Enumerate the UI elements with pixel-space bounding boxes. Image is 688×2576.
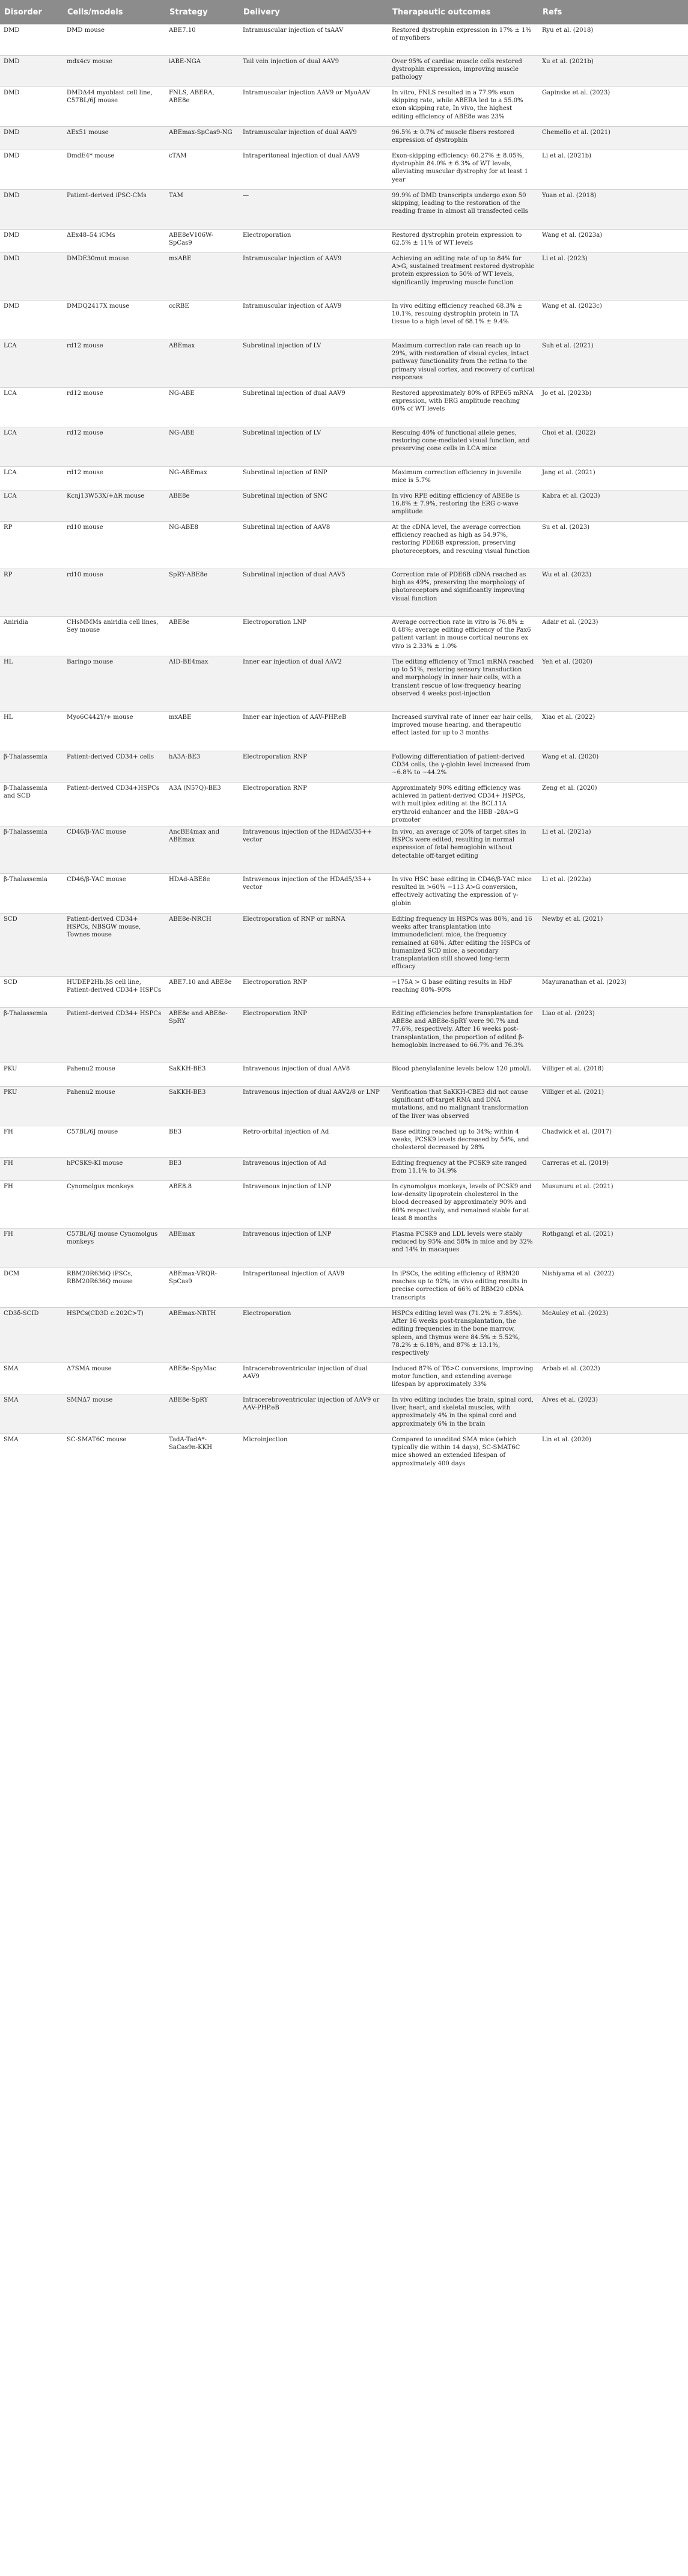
- cell-outcome: Induced 87% of T6>C conversions, improving motor function, and extending average lifespan by approximately 33%: [388, 1363, 538, 1394]
- cell-ref: Wang et al. (2023a): [538, 230, 688, 253]
- cell-disorder: LCA: [0, 427, 63, 467]
- cell-delivery: Intracerebroventricular injection of AAV9 or AAV-PHP.eB: [239, 1394, 388, 1434]
- table-row: [0, 751, 688, 783]
- cell-ref: Villiger et al. (2021): [538, 1087, 688, 1126]
- cell-delivery: Electroporation RNP: [239, 751, 388, 783]
- cell-strategy: ABE7.10 and ABE8e: [165, 977, 239, 1008]
- cell-model: hPCSK9-KI mouse: [63, 1158, 165, 1181]
- table-row: [0, 1087, 688, 1126]
- cell-ref: Li et al. (2021b): [538, 150, 688, 190]
- table-row: [0, 388, 688, 427]
- cell-disorder: RP: [0, 569, 63, 617]
- cell-ref: Musunuru et al. (2021): [538, 1181, 688, 1228]
- table-header: [0, 0, 688, 25]
- cell-delivery: Electroporation LNP: [239, 617, 388, 656]
- cell-strategy: TadA-TadA*-SaCas9n-KKH: [165, 1434, 239, 1482]
- cell-model: CD46/β-YAC mouse: [63, 826, 165, 874]
- cell-delivery: Intravenous injection of LNP: [239, 1181, 388, 1228]
- cell-delivery: Inner ear injection of dual AAV2: [239, 656, 388, 712]
- cell-strategy: TAM: [165, 190, 239, 230]
- cell-disorder: SMA: [0, 1434, 63, 1482]
- table-row: [0, 1126, 688, 1158]
- cell-delivery: Microinjection: [239, 1434, 388, 1482]
- table-row: [0, 427, 688, 467]
- table-row: [0, 1181, 688, 1228]
- cell-disorder: Aniridia: [0, 617, 63, 656]
- cell-outcome: Rescuing 40% of functional allele genes, restoring cone-mediated visual function, and preserving cone cells in LCA mice: [388, 427, 538, 467]
- table-row: [0, 914, 688, 977]
- cell-delivery: Intraperitoneal injection of AAV9: [239, 1268, 388, 1308]
- cell-strategy: AID-BE4max: [165, 656, 239, 712]
- cell-model: Patient-derived CD34+ cells: [63, 751, 165, 783]
- cell-model: rd12 mouse: [63, 427, 165, 467]
- cell-outcome: Approximately 90% editing efficiency was achieved in patient-derived CD34+ HSPCs, with multiplex editing at the BCL11A erythroid enhancer and the HBB -28A>G promoter: [388, 783, 538, 826]
- cell-outcome: In vivo editing includes the brain, spinal cord, liver, heart, and skeletal muscles, with approximately 4% in the spinal cord and approximately 6% in the brain: [388, 1394, 538, 1434]
- cell-outcome: Restored approximately 80% of RPE65 mRNA expression, with ERG amplitude reaching 60% of WT levels: [388, 388, 538, 427]
- cell-ref: Wang et al. (2023c): [538, 301, 688, 340]
- cell-model: ΔEx51 mouse: [63, 127, 165, 150]
- cell-outcome: Base editing reached up to 34%; within 4 weeks, PCSK9 levels decreased by 54%, and cholesterol decreased by 28%: [388, 1126, 538, 1158]
- table-row: [0, 190, 688, 230]
- table-row: [0, 826, 688, 874]
- cell-outcome: Restored dystrophin expression in 17% ± 1% of myofibers: [388, 25, 538, 56]
- cell-model: Pahenu2 mouse: [63, 1087, 165, 1126]
- cell-disorder: DMD: [0, 253, 63, 301]
- cell-ref: Gapinske et al. (2023): [538, 87, 688, 127]
- cell-strategy: SaKKH-BE3: [165, 1063, 239, 1087]
- cell-model: rd12 mouse: [63, 340, 165, 388]
- cell-strategy: ABE8e: [165, 617, 239, 656]
- cell-model: Myo6C442Y/+ mouse: [63, 712, 165, 751]
- cell-model: Pahenu2 mouse: [63, 1063, 165, 1087]
- cell-outcome: Restored dystrophin protein expression to 62.5% ± 11% of WT levels: [388, 230, 538, 253]
- cell-disorder: SCD: [0, 914, 63, 977]
- cell-outcome: Verification that SaKKH-CBE3 did not cause significant off-target RNA and DNA mutations, and no malignant transformation of the liver was observed: [388, 1087, 538, 1126]
- cell-model: DMD mouse: [63, 25, 165, 56]
- cell-delivery: Intravenous injection of dual AAV8: [239, 1063, 388, 1087]
- cell-disorder: DMD: [0, 301, 63, 340]
- cell-strategy: ccRBE: [165, 301, 239, 340]
- cell-ref: Liao et al. (2023): [538, 1008, 688, 1063]
- cell-outcome: Achieving an editing rate of up to 84% for A>G, sustained treatment restored dystrophic protein expression to 50% of WT levels, significantly improving muscle function: [388, 253, 538, 301]
- cell-delivery: Subretinal injection of AAV8: [239, 522, 388, 569]
- cell-outcome: Correction rate of PDE6B cDNA reached as high as 49%, preserving the morphology of photoreceptors and significantly improving visual function: [388, 569, 538, 617]
- cell-outcome: Plasma PCSK9 and LDL levels were stably reduced by 95% and 58% in mice and by 32% and 14% in macaques: [388, 1228, 538, 1268]
- table-row: [0, 1158, 688, 1181]
- cell-strategy: BE3: [165, 1158, 239, 1181]
- cell-outcome: The editing efficiency of Tmc1 mRNA reached up to 51%, restoring sensory transduction and morphology in inner hair cells, with a transient rescue of low-frequency hearing observed 4 weeks post-injection: [388, 656, 538, 712]
- cell-strategy: ABE8eV106W-SpCas9: [165, 230, 239, 253]
- table-row: [0, 617, 688, 656]
- cell-strategy: mxABE: [165, 253, 239, 301]
- cell-strategy: mxABE: [165, 712, 239, 751]
- cell-disorder: DMD: [0, 230, 63, 253]
- cell-delivery: Intravenous injection of dual AAV2/8 or LNP: [239, 1087, 388, 1126]
- table-row: [0, 1228, 688, 1268]
- cell-delivery: Intramuscular injection of AAV9: [239, 253, 388, 301]
- table-row: [0, 569, 688, 617]
- cell-outcome: Maximum correction rate can reach up to 29%, with restoration of visual cycles, intact pathway functionality from the retina to the primary visual cortex, and recovery of cortical responses: [388, 340, 538, 388]
- cell-ref: Zeng et al. (2020): [538, 783, 688, 826]
- cell-ref: Li et al. (2021a): [538, 826, 688, 874]
- cell-model: rd10 mouse: [63, 569, 165, 617]
- cell-disorder: DMD: [0, 56, 63, 87]
- cell-model: Patient-derived CD34+ HSPCs, NBSGW mouse, Townes mouse: [63, 914, 165, 977]
- cell-strategy: ABE8e and ABE8e-SpRY: [165, 1008, 239, 1063]
- cell-strategy: HDAd-ABE8e: [165, 874, 239, 914]
- cell-delivery: Subretinal injection of SNC: [239, 490, 388, 522]
- cell-disorder: DMD: [0, 25, 63, 56]
- cell-delivery: Intracerebroventricular injection of dual AAV9: [239, 1363, 388, 1394]
- cell-outcome: 99.9% of DMD transcripts undergo exon 50 skipping, leading to the restoration of the reading frame in almost all transfected cells: [388, 190, 538, 230]
- table-row: [0, 1308, 688, 1363]
- cell-ref: Carreras et al. (2019): [538, 1158, 688, 1181]
- cell-strategy: BE3: [165, 1126, 239, 1158]
- cell-outcome: Editing frequency at the PCSK9 site ranged from 11.1% to 34.9%: [388, 1158, 538, 1181]
- cell-disorder: β-Thalassemia and SCD: [0, 783, 63, 826]
- cell-model: rd12 mouse: [63, 467, 165, 490]
- cell-outcome: Editing efficiencies before transplantation for ABE8e and ABE8e-SpRY were 90.7% and 77.6%, respectively. After 16 weeks post-transplantation, the proportion of edited β-hemoglobin increased to 66.7% and 76.3%: [388, 1008, 538, 1063]
- cell-ref: Yeh et al. (2020): [538, 656, 688, 712]
- table-row: [0, 56, 688, 87]
- cell-delivery: Intraperitoneal injection of dual AAV9: [239, 150, 388, 190]
- cell-delivery: —: [239, 190, 388, 230]
- cell-model: Patient-derived CD34+ HSPCs: [63, 1008, 165, 1063]
- header-delivery: Delivery: [239, 0, 388, 25]
- cell-outcome: Exon-skipping efficiency: 60.27% ± 8.05%, dystrophin 84.0% ± 6.3% of WT levels, alleviating muscular dystrophy for at least 1 year: [388, 150, 538, 190]
- cell-delivery: Tail vein injection of dual AAV9: [239, 56, 388, 87]
- cell-strategy: NG-ABE: [165, 427, 239, 467]
- table-row: [0, 230, 688, 253]
- cell-disorder: RP: [0, 522, 63, 569]
- cell-ref: Xu et al. (2021b): [538, 56, 688, 87]
- cell-model: DMDQ2417X mouse: [63, 301, 165, 340]
- table-row: [0, 1394, 688, 1434]
- cell-delivery: Inner ear injection of AAV-PHP.eB: [239, 712, 388, 751]
- cell-outcome: In vivo RPE editing efficiency of ABE8e is 16.8% ± 7.9%, restoring the ERG c-wave amplitude: [388, 490, 538, 522]
- cell-disorder: LCA: [0, 340, 63, 388]
- cell-delivery: Intravenous injection of Ad: [239, 1158, 388, 1181]
- cell-disorder: HL: [0, 712, 63, 751]
- table-row: [0, 1008, 688, 1063]
- cell-strategy: ABEmax: [165, 1228, 239, 1268]
- cell-disorder: LCA: [0, 490, 63, 522]
- cell-outcome: Following differentiation of patient-derived CD34 cells, the γ-globin level increased from ~6.8% to ~44.2%: [388, 751, 538, 783]
- cell-outcome: In cynomolgus monkeys, levels of PCSK9 and low-density lipoprotein cholesterol in the blood decreased by approximately 90% and 60% respectively, and remained stable for at least 8 months: [388, 1181, 538, 1228]
- cell-strategy: ABE8e: [165, 490, 239, 522]
- cell-model: RBM20R636Q iPSCs, RBM20R636Q mouse: [63, 1268, 165, 1308]
- cell-strategy: ABE7.10: [165, 25, 239, 56]
- cell-ref: Su et al. (2023): [538, 522, 688, 569]
- cell-ref: Wu et al. (2023): [538, 569, 688, 617]
- cell-ref: Jo et al. (2023b): [538, 388, 688, 427]
- cell-model: DMDΔ44 myoblast cell line, C57BL/6J mouse: [63, 87, 165, 127]
- cell-ref: Li et al. (2022a): [538, 874, 688, 914]
- cell-strategy: hA3A-BE3: [165, 751, 239, 783]
- cell-strategy: iABE-NGA: [165, 56, 239, 87]
- cell-model: HUDEP2Hb.βS cell line, Patient-derived CD34+ HSPCs: [63, 977, 165, 1008]
- cell-model: Patient-derived CD34+HSPCs: [63, 783, 165, 826]
- cell-model: SC-SMAT6C mouse: [63, 1434, 165, 1482]
- cell-model: Patient-derived iPSC-CMs: [63, 190, 165, 230]
- cell-ref: Suh et al. (2021): [538, 340, 688, 388]
- table-row: [0, 127, 688, 150]
- cell-strategy: SaKKH-BE3: [165, 1087, 239, 1126]
- cell-model: rd12 mouse: [63, 388, 165, 427]
- cell-ref: Xiao et al. (2022): [538, 712, 688, 751]
- cell-delivery: Intramuscular injection of dual AAV9: [239, 127, 388, 150]
- cell-outcome: In vitro, FNLS resulted in a 77.9% exon skipping rate, while ABERA led to a 55.0% exon skipping rate, In vivo, the highest editing efficiency of ABE8e was 23%: [388, 87, 538, 127]
- table-row: [0, 712, 688, 751]
- cell-outcome: In vivo editing efficiency reached 68.3% ± 10.1%, rescuing dystrophin protein in TA tissue to a high level of 68.1% ± 9.4%: [388, 301, 538, 340]
- table-row: [0, 340, 688, 388]
- cell-outcome: Editing frequency in HSPCs was 80%, and 16 weeks after transplantation into immunodeficient mice, the frequency remained at 68%. After editing the HSPCs of humanized SCD mice, a secondary transplantation still showed long-term efficacy: [388, 914, 538, 977]
- table-row: [0, 467, 688, 490]
- cell-outcome: In vivo, an average of 20% of target sites in HSPCs were edited, resulting in normal expression of fetal hemoglobin without detectable off-target editing: [388, 826, 538, 874]
- cell-disorder: FH: [0, 1181, 63, 1228]
- cell-outcome: Maximum correction efficiency in juvenile mice is 5.7%: [388, 467, 538, 490]
- cell-model: SMNΔ7 mouse: [63, 1394, 165, 1434]
- cell-delivery: Intravenous injection of the HDAd5/35++ vector: [239, 826, 388, 874]
- cell-disorder: DMD: [0, 127, 63, 150]
- cell-ref: McAuley et al. (2023): [538, 1308, 688, 1363]
- cell-strategy: ABEmax-VRQR-SpCas9: [165, 1268, 239, 1308]
- cell-outcome: Over 95% of cardiac muscle cells restored dystrophin expression, improving muscle pathology: [388, 56, 538, 87]
- cell-strategy: NG-ABE8: [165, 522, 239, 569]
- cell-strategy: ABEmax-SpCas9-NG: [165, 127, 239, 150]
- cell-disorder: PKU: [0, 1063, 63, 1087]
- cell-disorder: FH: [0, 1158, 63, 1181]
- cell-strategy: cTAM: [165, 150, 239, 190]
- cell-disorder: DCM: [0, 1268, 63, 1308]
- table-row: [0, 253, 688, 301]
- header-disorder: Disorder: [0, 0, 63, 25]
- cell-delivery: Intramuscular injection of AAV9: [239, 301, 388, 340]
- cell-outcome: Compared to unedited SMA mice (which typically die within 14 days), SC-SMAT6C mice showed an extended lifespan of approximately 400 days: [388, 1434, 538, 1482]
- cell-ref: Li et al. (2023): [538, 253, 688, 301]
- cell-delivery: Intramuscular injection of tsAAV: [239, 25, 388, 56]
- table-row: [0, 656, 688, 712]
- cell-ref: Lin et al. (2020): [538, 1434, 688, 1482]
- cell-model: mdx4cv mouse: [63, 56, 165, 87]
- cell-delivery: Subretinal injection of RNP: [239, 467, 388, 490]
- cell-disorder: DMD: [0, 150, 63, 190]
- cell-outcome: HSPCs editing level was (71.2% ± 7.85%). After 16 weeks post-transplantation, the editing frequencies in the bone marrow, spleen, and thymus were 84.5% ± 5.52%, 78.2% ± 6.18%, and 87% ± 13.1%, respectively: [388, 1308, 538, 1363]
- cell-ref: Jang et al. (2021): [538, 467, 688, 490]
- cell-delivery: Electroporation: [239, 230, 388, 253]
- cell-outcome: In vivo HSC base editing in CD46/β-YAC mice resulted in >60% −113 A>G conversion, effectively activating the expression of γ-globin: [388, 874, 538, 914]
- cell-model: C57BL/6J mouse: [63, 1126, 165, 1158]
- cell-outcome: Average correction rate in vitro is 76.8% ± 0.48%; average editing efficiency of the Pax6 patient variant in mouse cortical neurons ex vivo is 2.33% ± 1.0%: [388, 617, 538, 656]
- cell-strategy: A3A (N57Q)-BE3: [165, 783, 239, 826]
- table-row: [0, 25, 688, 56]
- cell-delivery: Intramuscular injection AAV9 or MyoAAV: [239, 87, 388, 127]
- cell-disorder: DMD: [0, 87, 63, 127]
- table-row: [0, 301, 688, 340]
- cell-strategy: ABEmax: [165, 340, 239, 388]
- cell-model: DmdE4* mouse: [63, 150, 165, 190]
- cell-strategy: NG-ABEmax: [165, 467, 239, 490]
- cell-delivery: Subretinal injection of LV: [239, 340, 388, 388]
- header-outcomes: Therapeutic outcomes: [388, 0, 538, 25]
- cell-disorder: SMA: [0, 1394, 63, 1434]
- cell-disorder: DMD: [0, 190, 63, 230]
- table-row: [0, 1434, 688, 1482]
- cell-strategy: ABE8.8: [165, 1181, 239, 1228]
- cell-delivery: Retro-orbital injection of Ad: [239, 1126, 388, 1158]
- table-row: [0, 522, 688, 569]
- cell-ref: Villiger et al. (2018): [538, 1063, 688, 1087]
- cell-ref: Adair et al. (2023): [538, 617, 688, 656]
- cell-disorder: β-Thalassemia: [0, 1008, 63, 1063]
- cell-ref: Kabra et al. (2023): [538, 490, 688, 522]
- table-row: [0, 150, 688, 190]
- cell-ref: Ryu et al. (2018): [538, 25, 688, 56]
- cell-ref: Yuan et al. (2018): [538, 190, 688, 230]
- table-body: [0, 25, 688, 1482]
- cell-model: DMDE30mut mouse: [63, 253, 165, 301]
- cell-delivery: Electroporation RNP: [239, 783, 388, 826]
- header-row: [0, 0, 688, 25]
- table-row: [0, 87, 688, 127]
- cell-ref: Wang et al. (2020): [538, 751, 688, 783]
- cell-ref: Chemello et al. (2021): [538, 127, 688, 150]
- cell-delivery: Electroporation RNP: [239, 977, 388, 1008]
- cell-ref: Chadwick et al. (2017): [538, 1126, 688, 1158]
- cell-disorder: FH: [0, 1126, 63, 1158]
- table-row: [0, 783, 688, 826]
- cell-delivery: Electroporation of RNP or mRNA: [239, 914, 388, 977]
- cell-strategy: NG-ABE: [165, 388, 239, 427]
- cell-disorder: β-Thalassemia: [0, 751, 63, 783]
- cell-model: HSPCs(CD3D c.202C>T): [63, 1308, 165, 1363]
- cell-model: CHsMMMs aniridia cell lines, Sey mouse: [63, 617, 165, 656]
- cell-model: CD46/β-YAC mouse: [63, 874, 165, 914]
- cell-disorder: SCD: [0, 977, 63, 1008]
- cell-ref: Mayuranathan et al. (2023): [538, 977, 688, 1008]
- cell-disorder: SMA: [0, 1363, 63, 1394]
- cell-ref: Newby et al. (2021): [538, 914, 688, 977]
- cell-model: C57BL/6J mouse Cynomolgus monkeys: [63, 1228, 165, 1268]
- cell-ref: Alves et al. (2023): [538, 1394, 688, 1434]
- table-row: [0, 1268, 688, 1308]
- table-row: [0, 977, 688, 1008]
- cell-outcome: In iPSCs, the editing efficiency of RBM20 reaches up to 92%; in vivo editing results in precise correction of 66% of RBM20 cDNA transcripts: [388, 1268, 538, 1308]
- cell-disorder: HL: [0, 656, 63, 712]
- cell-disorder: PKU: [0, 1087, 63, 1126]
- table-row: [0, 1363, 688, 1394]
- cell-ref: Arbab et al. (2023): [538, 1363, 688, 1394]
- cell-strategy: AncBE4max and ABEmax: [165, 826, 239, 874]
- cell-disorder: LCA: [0, 467, 63, 490]
- cell-delivery: Subretinal injection of dual AAV5: [239, 569, 388, 617]
- cell-strategy: FNLS, ABERA, ABE8e: [165, 87, 239, 127]
- cell-strategy: ABE8e-NRCH: [165, 914, 239, 977]
- cell-delivery: Intravenous injection of LNP: [239, 1228, 388, 1268]
- cell-model: Baringo mouse: [63, 656, 165, 712]
- cell-delivery: Subretinal injection of LV: [239, 427, 388, 467]
- cell-ref: Choi et al. (2022): [538, 427, 688, 467]
- header-refs: Refs: [538, 0, 688, 25]
- cell-disorder: β-Thalassemia: [0, 826, 63, 874]
- cell-model: Δ7SMA mouse: [63, 1363, 165, 1394]
- cell-delivery: Electroporation: [239, 1308, 388, 1363]
- cell-outcome: −175A > G base editing results in HbF reaching 80%–90%: [388, 977, 538, 1008]
- cell-disorder: β-Thalassemia: [0, 874, 63, 914]
- cell-delivery: Intravenous injection of the HDAd5/35++ vector: [239, 874, 388, 914]
- cell-model: ΔEx48–54 iCMs: [63, 230, 165, 253]
- cell-disorder: CD3δ-SCID: [0, 1308, 63, 1363]
- cell-model: Cynomolgus monkeys: [63, 1181, 165, 1228]
- cell-model: Kcnj13W53X/+ΔR mouse: [63, 490, 165, 522]
- header-strategy: Strategy: [165, 0, 239, 25]
- cell-delivery: Electroporation RNP: [239, 1008, 388, 1063]
- header-cells-models: Cells/models: [63, 0, 165, 25]
- cell-disorder: LCA: [0, 388, 63, 427]
- cell-strategy: ABE8e-SpyMac: [165, 1363, 239, 1394]
- cell-delivery: Subretinal injection of dual AAV9: [239, 388, 388, 427]
- cell-strategy: SpRY-ABE8e: [165, 569, 239, 617]
- cell-outcome: At the cDNA level, the average correction efficiency reached as high as 54.97%, restoring PDE6B expression, preserving photoreceptors, and rescuing visual function: [388, 522, 538, 569]
- table-row: [0, 1063, 688, 1087]
- cell-disorder: FH: [0, 1228, 63, 1268]
- cell-outcome: Blood phenylalanine levels below 120 µmol/L: [388, 1063, 538, 1087]
- cell-ref: Rothgangl et al. (2021): [538, 1228, 688, 1268]
- cell-ref: Nishiyama et al. (2022): [538, 1268, 688, 1308]
- table-row: [0, 490, 688, 522]
- table-row: [0, 874, 688, 914]
- cell-outcome: 96.5% ± 0.7% of muscle fibers restored expression of dystrophin: [388, 127, 538, 150]
- cell-strategy: ABEmax-NRTH: [165, 1308, 239, 1363]
- cell-strategy: ABE8e-SpRY: [165, 1394, 239, 1434]
- cell-model: rd10 mouse: [63, 522, 165, 569]
- cell-outcome: Increased survival rate of inner ear hair cells, improved mouse hearing, and therapeutic effect lasted for up to 3 months: [388, 712, 538, 751]
